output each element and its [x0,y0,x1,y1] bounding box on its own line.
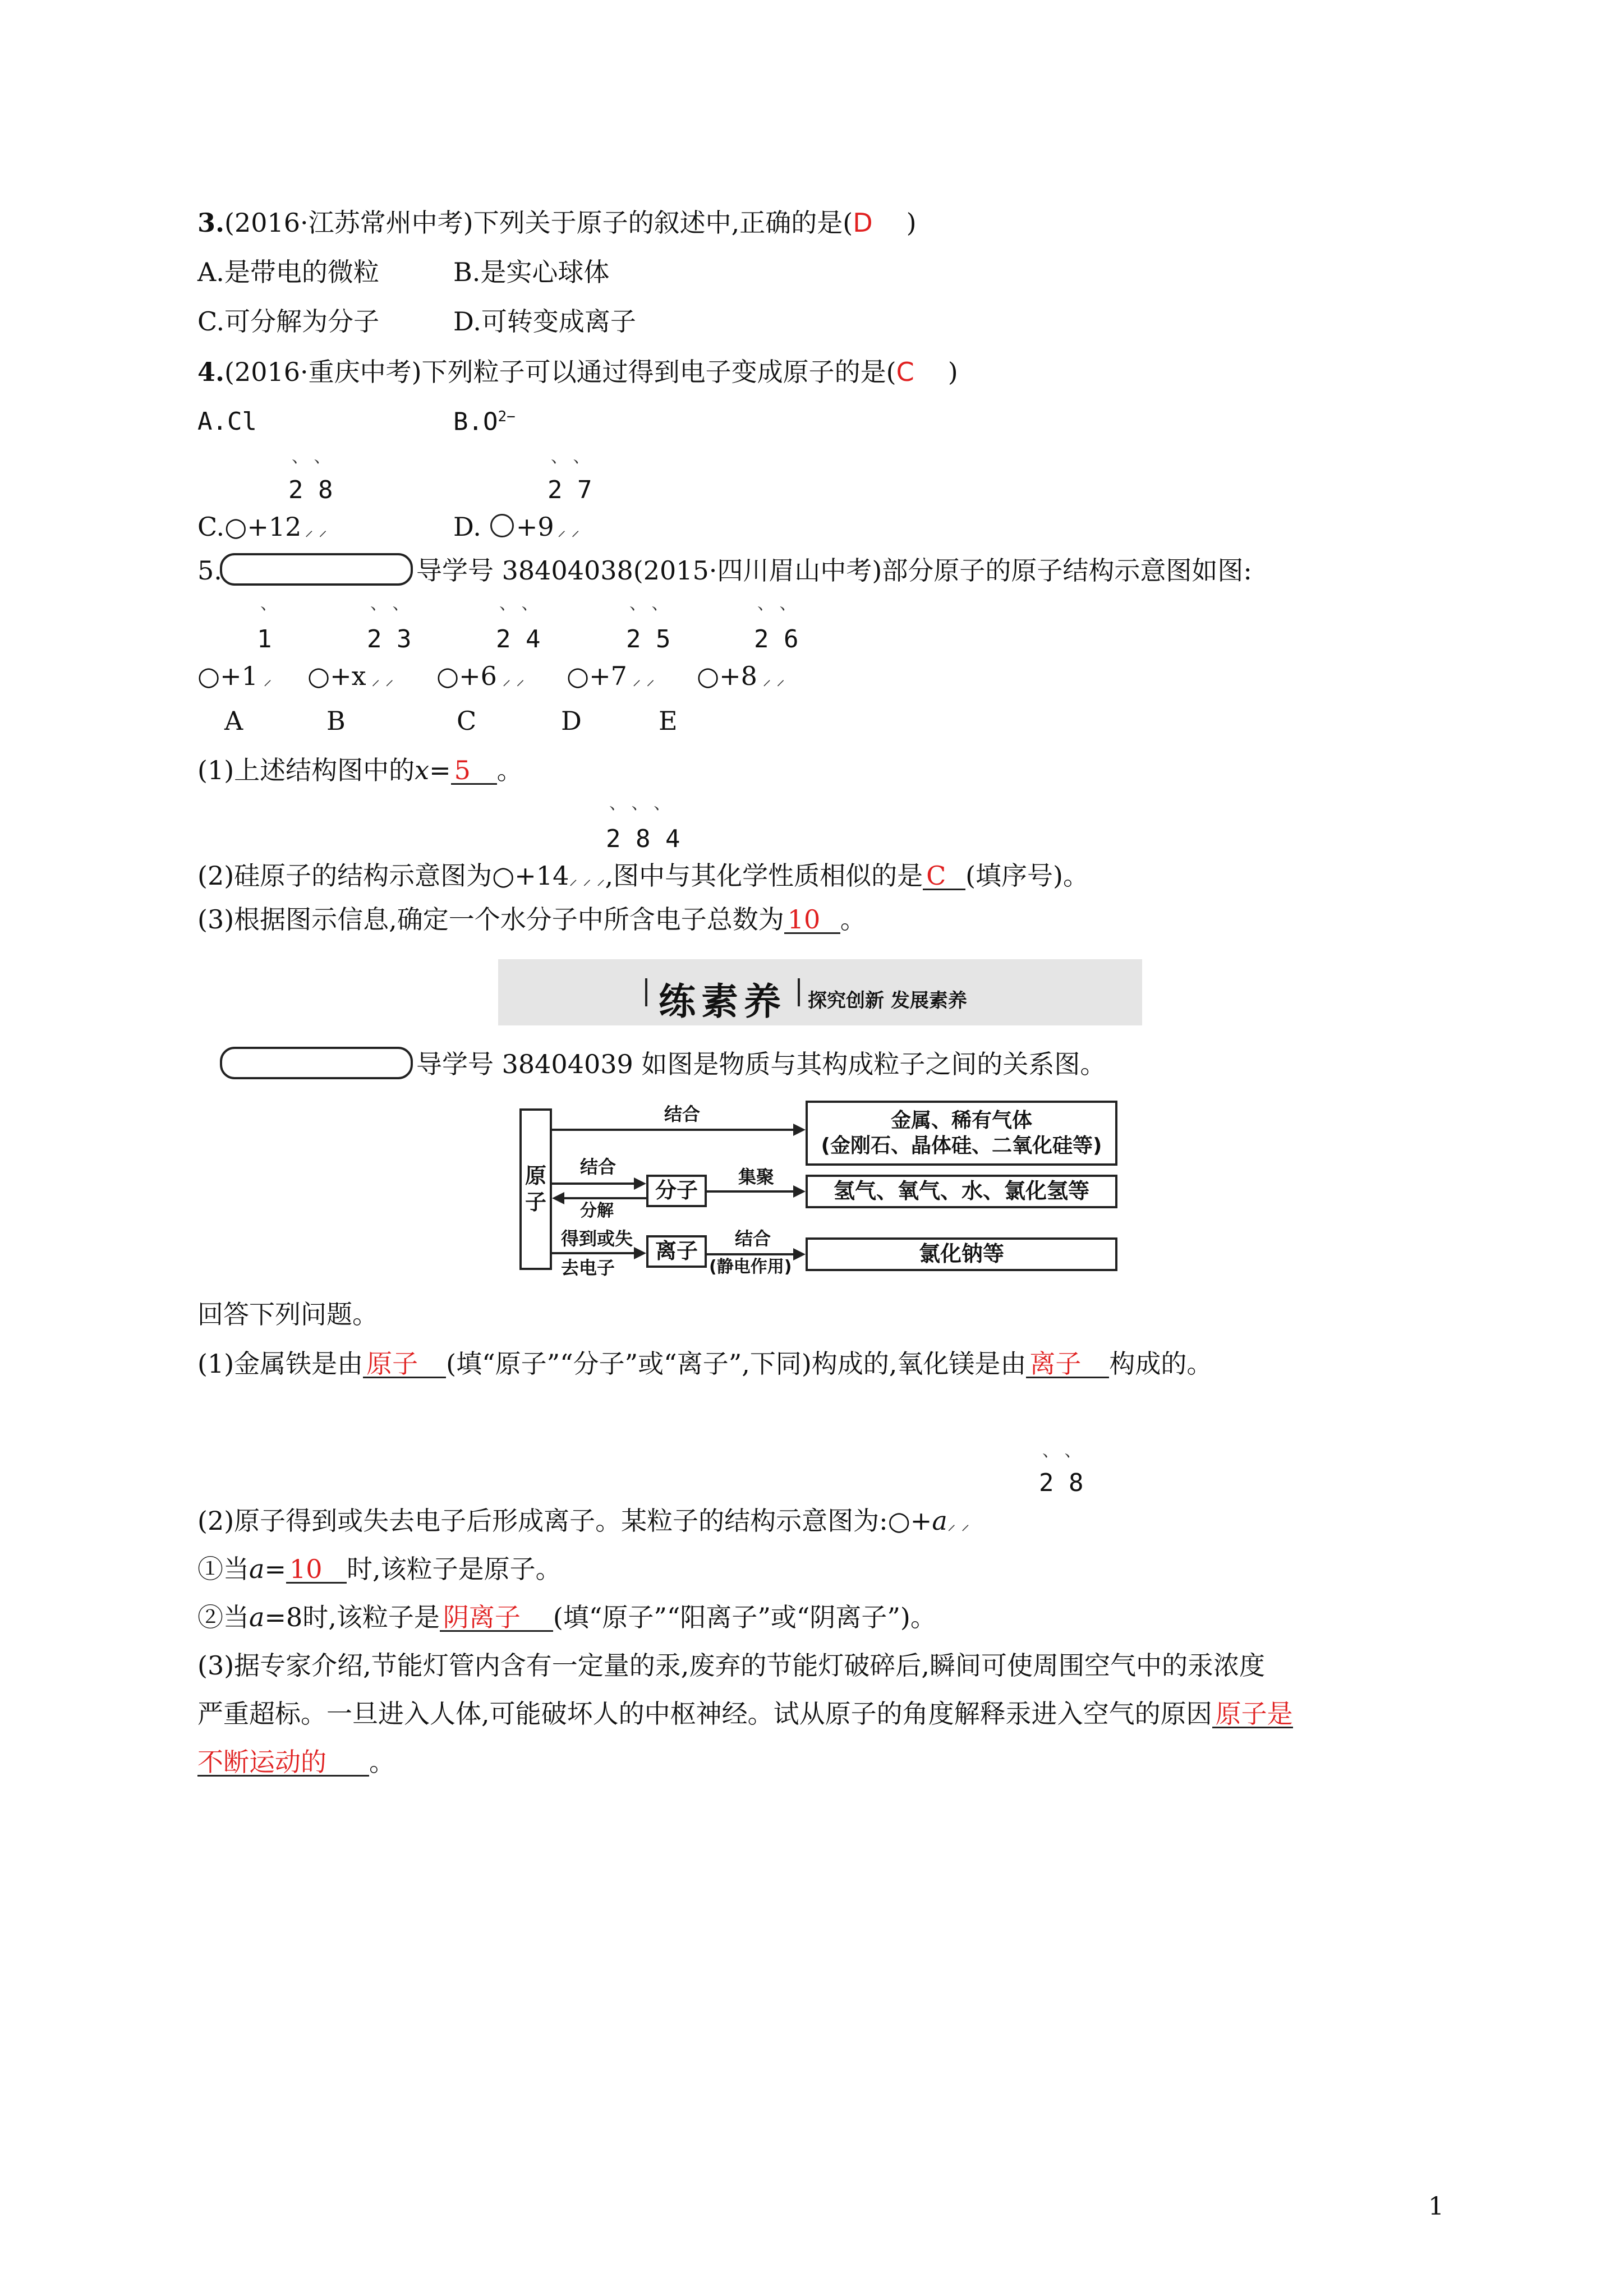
q5-p1-post: 。 [496,755,523,785]
q4c-nucleus: ○+12 [224,512,302,542]
q5d-arcs: 、 、 [629,594,669,614]
q5-part2 [197,863,1089,890]
q6-arcs: 、 、 [1042,1441,1082,1461]
q6-p1-answer: 原子 [363,1351,446,1378]
q4d-nucleus-circle [490,514,514,537]
q3-option-c: C.可分解为分子 [197,306,380,337]
q5c-shells: 2 4 [496,625,541,654]
q3-option-d: D.可转变成离子 [453,306,636,337]
q5a-label: A [224,706,243,736]
q6-p2b-post: (填“原子”“阳离子”或“阴离子”)。 [553,1602,936,1632]
q6-p3-answer-b: 不断运动的 [197,1749,369,1777]
q6-p1-pre: (1)金属铁是由 [197,1349,364,1379]
q5-p3-answer: 10 [784,907,840,934]
q5-p1-pre: (1)上述结构图中的 [197,755,415,785]
q5e-arc-bottom: ⸝ ⸝ [757,670,785,689]
q4-option-b-symbol: B.O [453,407,498,436]
q4-stem: (2016·重庆中考)下列粒子可以通过得到电子变成原子的是( [224,357,896,387]
q5b-label: B [326,706,346,736]
q6-shells: 2 8 [1039,1469,1084,1497]
arrow-molecule-to-substances-line [707,1190,793,1193]
q6-part2 [197,1508,969,1534]
q6-p2b-answer: 阴离子 [440,1604,553,1632]
q5a-arcs: 、 [260,594,277,614]
q4d-arcs: 、 、 [551,447,590,467]
q5c-label: C [457,706,477,736]
q5d-label: D [561,706,582,736]
q5e-nucleus-text: ○+8 [697,661,757,691]
q5b-nucleus-text: ○+x [307,661,366,691]
label-decompose: 分解 [580,1201,614,1221]
q4c-label: C. [197,512,225,542]
q5b-nucleus [307,663,394,689]
q6-p2a-pre: ①当 [197,1554,249,1584]
q6-part1 [197,1351,1212,1378]
q5c-nucleus [436,663,525,689]
q3-close: ) [906,208,917,238]
diagram-ionic-substances-box: 氯化钠等 [806,1237,1117,1271]
q3-stem: (2016·江苏常州中考)下列关于原子的叙述中,正确的是( [224,208,853,238]
arrow-atom-to-metal-line [552,1129,793,1131]
q4-answer: C [896,357,914,387]
q5d-nucleus-text: ○+7 [567,661,627,691]
q3-number: 3. [197,208,225,238]
arrow-atom-to-molecule-head [634,1177,646,1190]
arrow-ion-to-substances-head [793,1248,806,1260]
q5-number: 5. [197,555,222,586]
q5-p1-eq: = [429,755,451,785]
q6-p3-line2-pre: 严重超标。一旦进入人体,可能破坏人的中枢神经。试从原子的角度解释汞进入空气的原因 [197,1699,1212,1729]
q5c-arcs: 、 、 [499,594,539,614]
q5b-arcs: 、 、 [370,594,410,614]
q6-p1-mid: (填“原子”“分子”或“离子”,下同)构成的,氧化镁是由 [446,1349,1027,1379]
q5-p2-post: (填序号)。 [965,861,1089,891]
q5-part1 [197,757,523,785]
q5a-shells: 1 [257,625,272,654]
q6-part3-line3 [197,1749,395,1777]
arrow-molecule-to-atom-line [564,1197,646,1199]
q5-p2-answer: C [923,863,965,890]
q6-p3-answer-a: 原子是 [1212,1701,1293,1728]
q5a-nucleus-text: ○+1 [197,661,258,691]
label-combine: 结合 [580,1156,617,1177]
q4c-arcs-bottom: ⸝ ⸝ [305,521,327,540]
q6-p2a-post: 时,该粒子是原子。 [346,1554,562,1584]
q3-answer: D [853,208,873,238]
q6-p2-nucleus: ○+a [887,1506,947,1536]
arrow-atom-to-ion-head [634,1247,646,1259]
label-static: (静电作用) [709,1257,792,1277]
q5b-shells: 2 3 [367,625,412,654]
q6-arc-bottom: ⸝ ⸝ [947,1515,970,1534]
label-gather: 集聚 [738,1166,775,1188]
banner-bar-left [645,978,647,1006]
q6-p1-post: 构成的。 [1109,1349,1213,1379]
arrow-atom-to-molecule-line [552,1182,634,1185]
q5b-arc-bottom: ⸝ ⸝ [366,670,394,689]
q5-p2-pre: (2)硅原子的结构示意图为 [197,861,493,891]
q5-p3-pre: (3)根据图示信息,确定一个水分子中所含电子总数为 [197,904,784,935]
diagram-metal-box: 金属、稀有气体 (金刚石、晶体硅、二氧化硅等) [806,1101,1117,1166]
q5-part3 [197,904,866,935]
q5-p1-var: x [415,755,430,785]
q5c-arc-bottom: ⸝ ⸝ [496,670,525,689]
q5d-shells: 2 5 [626,625,671,654]
q5-p2-nucleus: ○+14 [492,861,569,891]
arrow-atom-to-ion-line [552,1252,634,1254]
q6-stem: 导学号 38404039 如图是物质与其构成粒子之间的关系图。 [416,1049,1106,1079]
q4-option-d [453,514,579,540]
q5a-arc-bottom: ⸝ [257,670,272,689]
q4-option-b-charge: 2− [498,408,516,425]
q4d-shells: 2 7 [548,476,592,504]
q4-number: 4. [197,357,225,387]
q5e-shells: 2 6 [754,625,799,654]
q5-p2-mid: ,图中与其化学性质相似的是 [605,861,923,891]
q3-option-a: A.是带电的微粒 [197,257,379,287]
q5e-nucleus [697,663,785,689]
q5d-arc-bottom: ⸝ ⸝ [627,670,655,689]
arrow-atom-to-metal-head [793,1124,806,1136]
section-banner [498,959,1142,1025]
banner-title: 练素养 [659,980,786,1023]
q4d-nucleus: +9 [516,512,554,542]
q6-part2b [197,1604,936,1632]
label-gain-lose-1: 得到或失 [561,1228,633,1249]
q5-si-shells: 2 8 4 [606,825,680,853]
q4d-arcs-bottom: ⸝ ⸝ [557,521,580,540]
q6-part2a [197,1556,562,1584]
arrow-molecule-to-atom-head [552,1192,564,1204]
q5-stem: 导学号 38404038(2015·四川眉山中考)部分原子的原子结构示意图如图: [416,555,1252,586]
q6-p2-pre: (2)原子得到或失去电子后形成离子。某粒子的结构示意图为: [197,1506,888,1536]
q5-tag-pill [220,553,413,586]
q6-part3-line1: (3)据专家介绍,节能灯管内含有一定量的汞,废弃的节能灯破碎后,瞬间可使周围空气中的汞浓度 [197,1650,1266,1681]
q6-part3-line2 [197,1701,1293,1728]
q5a-nucleus [197,663,272,689]
q5-p1-answer: 5 [451,757,497,785]
banner-subtitle: 探究创新 发展素养 [808,990,967,1012]
diagram-molecular-substances-box: 氢气、氧气、水、氯化氢等 [806,1175,1117,1208]
q5-si-arcs: 、 、 、 [609,794,671,813]
label-combine-top: 结合 [664,1103,701,1125]
q4-option-c [197,514,327,540]
q5-si-arc-bottom: ⸝ ⸝ ⸝ [569,869,605,889]
q5e-arcs: 、 、 [757,594,797,614]
q6-p2a-answer: 10 [286,1556,347,1584]
label-gain-lose-2: 去电子 [561,1257,615,1278]
q5d-nucleus [567,663,655,689]
q4-option-b [453,409,516,435]
diagram-ion-box: 离子 [646,1235,707,1268]
q3-option-b: B.是实心球体 [453,257,610,287]
arrow-molecule-to-substances-head [793,1185,806,1198]
q5c-nucleus-text: ○+6 [436,661,497,691]
q5e-label: E [659,706,678,736]
q6-tag-pill [220,1047,413,1079]
diagram-atom-box: 原 子 [519,1108,552,1270]
banner-bar-right [798,978,800,1006]
q6-p2b-pre: ②当 [197,1602,249,1632]
diagram-molecule-box: 分子 [646,1175,707,1207]
arrow-ion-to-substances-line [707,1253,793,1255]
q6-p3-post: 。 [369,1747,395,1777]
q6-p2a-var: a [249,1554,265,1584]
q4-line [197,359,958,385]
label-combine-bottom: 结合 [735,1228,771,1249]
q4c-shells: 2 8 [288,476,333,504]
q5-p3-post: 。 [840,904,866,935]
q4c-arcs: 、 、 [292,447,331,467]
q6-intro: 回答下列问题。 [197,1299,378,1329]
q4-close: ) [947,357,958,387]
q6-p2a-eq: = [264,1554,286,1584]
q6-p2b-var: a [249,1602,265,1632]
q6-p2b-eq: =8时,该粒子是 [264,1602,440,1632]
q4d-label: D. [453,512,481,542]
page-number: 1 [1428,2192,1444,2221]
q4-option-a: A.Cl [197,407,257,436]
q6-p1-answer2: 离子 [1026,1351,1109,1378]
q3-line [197,210,917,236]
